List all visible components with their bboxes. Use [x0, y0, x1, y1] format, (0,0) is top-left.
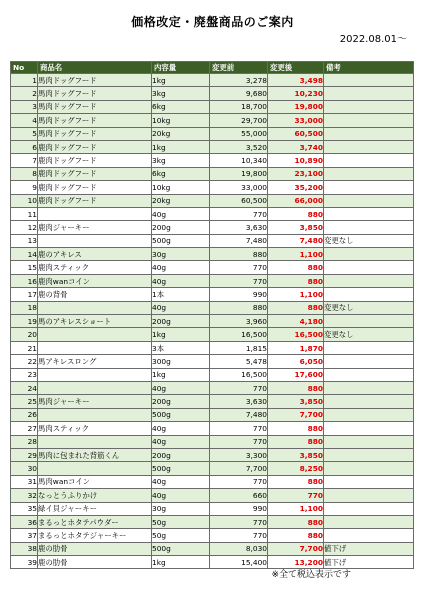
cell-no: 11 — [11, 207, 38, 220]
cell-name: 馬肉に包まれた背筋くん — [38, 448, 152, 461]
cell-after: 880 — [268, 515, 324, 528]
cell-cap: 40g — [152, 301, 210, 314]
table-row — [11, 301, 414, 314]
cell-no: 2 — [11, 87, 38, 100]
cell-remark — [324, 140, 414, 153]
cell-after: 3,740 — [268, 140, 324, 153]
table-row — [11, 315, 414, 328]
cell-no: 26 — [11, 408, 38, 421]
cell-before: 7,700 — [210, 462, 268, 475]
cell-after: 880 — [268, 435, 324, 448]
table-row — [11, 475, 414, 488]
cell-before: 880 — [210, 248, 268, 261]
cell-cap: 40g — [152, 207, 210, 220]
cell-after: 1,100 — [268, 288, 324, 301]
cell-after: 770 — [268, 489, 324, 502]
cell-cap: 200g — [152, 221, 210, 234]
cell-before: 3,520 — [210, 140, 268, 153]
cell-after: 3,850 — [268, 221, 324, 234]
cell-no: 9 — [11, 181, 38, 194]
cell-after: 3,850 — [268, 448, 324, 461]
cell-remark — [324, 448, 414, 461]
cell-before: 770 — [210, 381, 268, 394]
cell-cap: 40g — [152, 489, 210, 502]
cell-no: 6 — [11, 140, 38, 153]
cell-cap: 1kg — [152, 140, 210, 153]
cell-remark — [324, 167, 414, 180]
cell-after: 10,230 — [268, 87, 324, 100]
cell-after: 7,700 — [268, 542, 324, 555]
cell-remark — [324, 462, 414, 475]
cell-no: 20 — [11, 328, 38, 341]
cell-before: 770 — [210, 435, 268, 448]
cell-after: 880 — [268, 301, 324, 314]
cell-after: 23,100 — [268, 167, 324, 180]
cell-no: 23 — [11, 368, 38, 381]
header-remark: 備考 — [324, 62, 414, 74]
table-row — [11, 87, 414, 100]
cell-remark — [324, 381, 414, 394]
cell-remark — [324, 127, 414, 140]
cell-no: 29 — [11, 448, 38, 461]
cell-name: 鹿のアキレス — [38, 248, 152, 261]
cell-remark — [324, 274, 414, 287]
cell-name: 馬肉ジャーキー — [38, 395, 152, 408]
cell-before: 15,400 — [210, 556, 268, 569]
cell-after: 10,890 — [268, 154, 324, 167]
table-row — [11, 194, 414, 207]
cell-before: 770 — [210, 529, 268, 542]
cell-name — [38, 462, 152, 475]
cell-name: 鹿の背骨 — [38, 288, 152, 301]
cell-no: 18 — [11, 301, 38, 314]
table-row — [11, 502, 414, 515]
table-row — [11, 288, 414, 301]
cell-remark — [324, 368, 414, 381]
table-row — [11, 127, 414, 140]
cell-name — [38, 408, 152, 421]
table-row — [11, 167, 414, 180]
table-row — [11, 529, 414, 542]
cell-no: 1 — [11, 74, 38, 87]
cell-no: 19 — [11, 315, 38, 328]
cell-before: 990 — [210, 502, 268, 515]
cell-remark — [324, 435, 414, 448]
cell-name: 馬肉ドッグフード — [38, 114, 152, 127]
cell-no: 36 — [11, 515, 38, 528]
header-no: No — [11, 62, 38, 74]
table-row — [11, 207, 414, 220]
cell-no: 39 — [11, 556, 38, 569]
cell-no: 22 — [11, 355, 38, 368]
cell-cap: 200g — [152, 395, 210, 408]
cell-no: 35 — [11, 502, 38, 515]
cell-name — [38, 341, 152, 354]
cell-no: 21 — [11, 341, 38, 354]
cell-no: 27 — [11, 422, 38, 435]
cell-cap: 10kg — [152, 114, 210, 127]
cell-before: 5,478 — [210, 355, 268, 368]
cell-after: 880 — [268, 381, 324, 394]
header-name: 商品名 — [38, 62, 152, 74]
cell-remark — [324, 74, 414, 87]
cell-before: 770 — [210, 274, 268, 287]
cell-name: まるっとホタテジャーキー — [38, 529, 152, 542]
cell-name — [38, 435, 152, 448]
cell-cap: 200g — [152, 315, 210, 328]
cell-remark — [324, 87, 414, 100]
cell-no: 24 — [11, 381, 38, 394]
cell-name: 馬肉wanコイン — [38, 475, 152, 488]
cell-name: なっとうふりかけ — [38, 489, 152, 502]
cell-name: 鹿肉スティック — [38, 261, 152, 274]
header-capacity: 内容量 — [152, 62, 210, 74]
cell-before: 3,278 — [210, 74, 268, 87]
cell-cap: 500g — [152, 542, 210, 555]
cell-name: 馬肉ドッグフード — [38, 127, 152, 140]
cell-cap: 40g — [152, 435, 210, 448]
table-row — [11, 181, 414, 194]
cell-cap: 1kg — [152, 368, 210, 381]
cell-before: 1,815 — [210, 341, 268, 354]
cell-before: 16,500 — [210, 328, 268, 341]
cell-name: 鹿肉ドッグフード — [38, 167, 152, 180]
cell-name: 馬のアキレスショート — [38, 315, 152, 328]
cell-no: 5 — [11, 127, 38, 140]
cell-remark — [324, 261, 414, 274]
cell-no: 10 — [11, 194, 38, 207]
tax-note: ※全て税込表示です — [271, 570, 351, 580]
cell-after: 880 — [268, 475, 324, 488]
cell-remark: 値下げ — [324, 542, 414, 555]
cell-before: 3,960 — [210, 315, 268, 328]
cell-name — [38, 301, 152, 314]
cell-cap: 500g — [152, 462, 210, 475]
cell-after: 880 — [268, 529, 324, 542]
cell-before: 3,300 — [210, 448, 268, 461]
cell-cap: 40g — [152, 381, 210, 394]
cell-after: 19,800 — [268, 100, 324, 113]
cell-before: 660 — [210, 489, 268, 502]
cell-after: 7,700 — [268, 408, 324, 421]
cell-cap: 500g — [152, 408, 210, 421]
cell-before: 770 — [210, 261, 268, 274]
cell-no: 32 — [11, 489, 38, 502]
cell-name: 鹿肉ドッグフード — [38, 154, 152, 167]
cell-cap: 1kg — [152, 556, 210, 569]
price-table — [10, 61, 414, 569]
cell-cap: 40g — [152, 422, 210, 435]
table-row — [11, 542, 414, 555]
cell-name — [38, 328, 152, 341]
table-row — [11, 368, 414, 381]
cell-before: 9,680 — [210, 87, 268, 100]
cell-cap: 200g — [152, 448, 210, 461]
cell-before: 3,630 — [210, 221, 268, 234]
cell-no: 38 — [11, 542, 38, 555]
cell-before: 770 — [210, 207, 268, 220]
cell-remark: 変更なし — [324, 301, 414, 314]
table-row — [11, 328, 414, 341]
cell-name — [38, 381, 152, 394]
cell-no: 17 — [11, 288, 38, 301]
cell-no: 12 — [11, 221, 38, 234]
cell-before: 19,800 — [210, 167, 268, 180]
cell-cap: 40g — [152, 261, 210, 274]
cell-after: 35,200 — [268, 181, 324, 194]
cell-remark — [324, 355, 414, 368]
cell-name: まるっとホタテパウダー — [38, 515, 152, 528]
cell-cap: 20kg — [152, 127, 210, 140]
cell-after: 8,250 — [268, 462, 324, 475]
cell-no: 15 — [11, 261, 38, 274]
cell-name: 緑イ貝ジャーキー — [38, 502, 152, 515]
table-row — [11, 422, 414, 435]
table-row — [11, 341, 414, 354]
cell-name: 馬肉ドッグフード — [38, 100, 152, 113]
cell-cap: 6kg — [152, 167, 210, 180]
cell-no: 4 — [11, 114, 38, 127]
cell-after: 880 — [268, 274, 324, 287]
cell-before: 880 — [210, 301, 268, 314]
cell-after: 17,600 — [268, 368, 324, 381]
cell-no: 13 — [11, 234, 38, 247]
table-row — [11, 381, 414, 394]
table-row — [11, 261, 414, 274]
cell-after: 880 — [268, 422, 324, 435]
cell-after: 880 — [268, 261, 324, 274]
cell-name: 馬アキレスロング — [38, 355, 152, 368]
cell-no: 16 — [11, 274, 38, 287]
cell-remark — [324, 181, 414, 194]
cell-name — [38, 368, 152, 381]
cell-cap: 1本 — [152, 288, 210, 301]
cell-name: 馬肉スティック — [38, 422, 152, 435]
cell-name: 馬肉ドッグフード — [38, 74, 152, 87]
cell-cap: 30g — [152, 502, 210, 515]
table-row — [11, 114, 414, 127]
table-row — [11, 515, 414, 528]
cell-cap: 40g — [152, 274, 210, 287]
cell-after: 60,500 — [268, 127, 324, 140]
cell-remark — [324, 207, 414, 220]
cell-after: 16,500 — [268, 328, 324, 341]
cell-cap: 500g — [152, 234, 210, 247]
cell-remark — [324, 475, 414, 488]
cell-before: 770 — [210, 422, 268, 435]
cell-no: 28 — [11, 435, 38, 448]
cell-name: 鹿肉ドッグフード — [38, 140, 152, 153]
cell-cap: 300g — [152, 355, 210, 368]
cell-after: 880 — [268, 207, 324, 220]
cell-cap: 40g — [152, 475, 210, 488]
cell-remark — [324, 529, 414, 542]
cell-no: 30 — [11, 462, 38, 475]
cell-before: 990 — [210, 288, 268, 301]
cell-remark: 変更なし — [324, 234, 414, 247]
cell-after: 7,480 — [268, 234, 324, 247]
cell-remark — [324, 248, 414, 261]
header-before: 変更前 — [210, 62, 268, 74]
cell-cap: 50g — [152, 529, 210, 542]
cell-before: 60,500 — [210, 194, 268, 207]
cell-before: 29,700 — [210, 114, 268, 127]
cell-remark — [324, 515, 414, 528]
table-row — [11, 395, 414, 408]
table-row — [11, 234, 414, 247]
cell-cap: 30g — [152, 248, 210, 261]
table-row — [11, 140, 414, 153]
cell-name: 鹿の肋骨 — [38, 556, 152, 569]
cell-remark — [324, 408, 414, 421]
cell-remark — [324, 395, 414, 408]
cell-before: 55,000 — [210, 127, 268, 140]
cell-remark — [324, 315, 414, 328]
cell-name: 鹿肉ドッグフード — [38, 194, 152, 207]
cell-no: 14 — [11, 248, 38, 261]
table-row — [11, 274, 414, 287]
cell-remark — [324, 288, 414, 301]
effective-date: 2022.08.01～ — [339, 34, 407, 45]
cell-name — [38, 207, 152, 220]
cell-cap: 10kg — [152, 181, 210, 194]
table-row — [11, 355, 414, 368]
cell-name: 馬肉ドッグフード — [38, 87, 152, 100]
cell-cap: 3kg — [152, 87, 210, 100]
cell-name — [38, 234, 152, 247]
table-header-row — [11, 62, 414, 74]
cell-remark — [324, 489, 414, 502]
cell-after: 13,200 — [268, 556, 324, 569]
cell-cap: 3本 — [152, 341, 210, 354]
cell-after: 3,850 — [268, 395, 324, 408]
cell-remark — [324, 341, 414, 354]
cell-cap: 3kg — [152, 154, 210, 167]
table-row — [11, 74, 414, 87]
table-row — [11, 489, 414, 502]
table-row — [11, 100, 414, 113]
cell-after: 33,000 — [268, 114, 324, 127]
cell-cap: 6kg — [152, 100, 210, 113]
cell-name: 鹿肉wanコイン — [38, 274, 152, 287]
cell-name: 鹿肉ジャーキー — [38, 221, 152, 234]
table-row — [11, 435, 414, 448]
page-title: 価格改定・廃盤商品のご案内 — [131, 15, 294, 29]
cell-no: 7 — [11, 154, 38, 167]
cell-name: 鹿の肋骨 — [38, 542, 152, 555]
cell-before: 33,000 — [210, 181, 268, 194]
cell-cap: 50g — [152, 515, 210, 528]
cell-before: 7,480 — [210, 234, 268, 247]
cell-cap: 1kg — [152, 74, 210, 87]
cell-before: 16,500 — [210, 368, 268, 381]
cell-cap: 1kg — [152, 328, 210, 341]
table-row — [11, 248, 414, 261]
cell-before: 770 — [210, 515, 268, 528]
cell-remark — [324, 422, 414, 435]
cell-before: 18,700 — [210, 100, 268, 113]
cell-after: 1,870 — [268, 341, 324, 354]
header-after: 変更後 — [268, 62, 324, 74]
cell-after: 3,498 — [268, 74, 324, 87]
cell-no: 37 — [11, 529, 38, 542]
table-row — [11, 448, 414, 461]
cell-before: 10,340 — [210, 154, 268, 167]
table-body — [11, 74, 414, 569]
cell-no: 25 — [11, 395, 38, 408]
table-row — [11, 221, 414, 234]
cell-after: 1,100 — [268, 248, 324, 261]
table-row — [11, 408, 414, 421]
cell-after: 4,180 — [268, 315, 324, 328]
cell-name: 鹿肉ドッグフード — [38, 181, 152, 194]
cell-remark — [324, 221, 414, 234]
table-row — [11, 154, 414, 167]
cell-remark — [324, 114, 414, 127]
cell-before: 770 — [210, 475, 268, 488]
cell-remark — [324, 502, 414, 515]
cell-cap: 20kg — [152, 194, 210, 207]
cell-no: 31 — [11, 475, 38, 488]
cell-after: 1,100 — [268, 502, 324, 515]
cell-after: 66,000 — [268, 194, 324, 207]
cell-no: 3 — [11, 100, 38, 113]
cell-before: 7,480 — [210, 408, 268, 421]
cell-no: 8 — [11, 167, 38, 180]
cell-before: 8,030 — [210, 542, 268, 555]
cell-remark — [324, 100, 414, 113]
cell-before: 3,630 — [210, 395, 268, 408]
cell-remark: 値下げ — [324, 556, 414, 569]
cell-remark: 変更なし — [324, 328, 414, 341]
cell-remark — [324, 194, 414, 207]
cell-remark — [324, 154, 414, 167]
table-row — [11, 556, 414, 569]
table-row — [11, 462, 414, 475]
cell-after: 6,050 — [268, 355, 324, 368]
